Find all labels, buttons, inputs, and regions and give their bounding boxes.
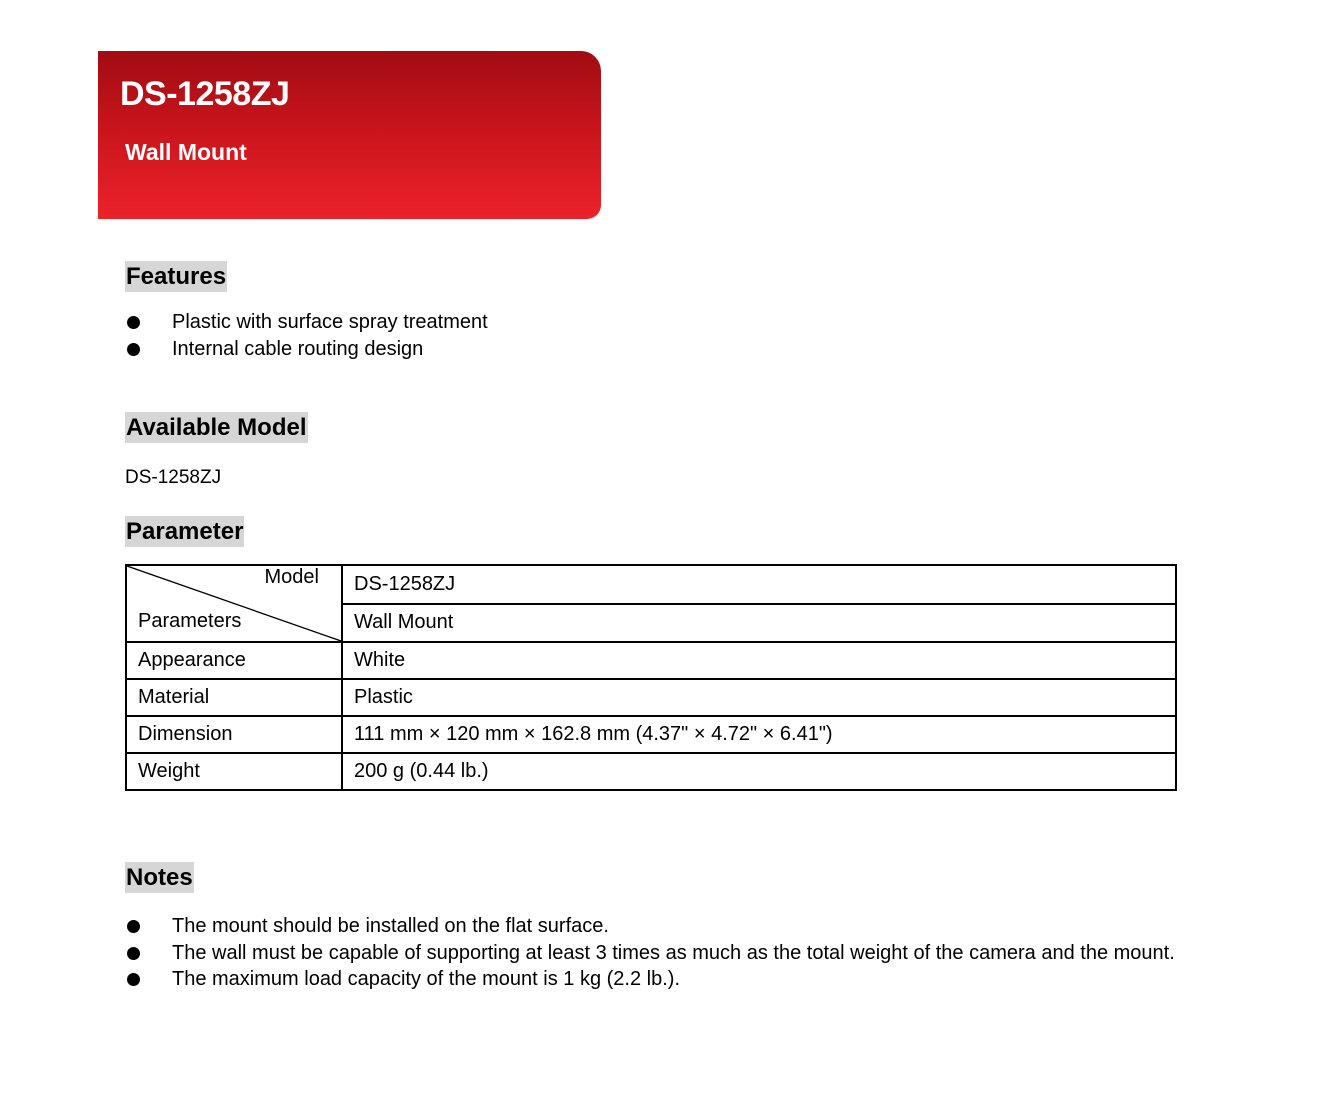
bullet-icon <box>127 343 140 356</box>
table-row <box>126 679 1176 716</box>
param-label-cell: Appearance <box>126 642 342 679</box>
features-list <box>125 309 488 362</box>
list-item <box>125 940 1175 967</box>
notes-list <box>125 913 1175 993</box>
available-model-value: DS-1258ZJ <box>125 467 222 488</box>
table-row <box>126 565 1176 604</box>
bullet-icon <box>127 316 140 329</box>
bullet-icon <box>127 920 140 933</box>
header-banner <box>98 51 601 219</box>
list-item <box>125 309 488 336</box>
header-parameters-label: Parameters <box>138 610 242 632</box>
parameter-table <box>125 564 1177 791</box>
header-model-label: Model <box>264 566 319 588</box>
table-row <box>126 753 1176 790</box>
diagonal-header-cell <box>126 565 342 642</box>
param-label-cell: Material <box>126 679 342 716</box>
param-value-cell: Plastic <box>342 679 1176 716</box>
available-model-heading: Available Model <box>126 414 307 441</box>
note-text: The wall must be capable of supporting at least 3 times as much as the total weight of the camera and the mount. <box>172 941 1175 964</box>
note-text: The mount should be installed on the flat surface. <box>172 915 609 937</box>
bullet-icon <box>127 947 140 960</box>
parameter-heading: Parameter <box>126 518 244 545</box>
table-row <box>126 642 1176 679</box>
feature-text: Internal cable routing design <box>172 337 424 360</box>
features-heading: Features <box>126 263 227 290</box>
type-value-cell: Wall Mount <box>342 604 1176 643</box>
note-text: The maximum load capacity of the mount is 1 kg (2.2 lb.). <box>172 968 680 990</box>
param-label-cell: Weight <box>126 753 342 790</box>
notes-heading: Notes <box>126 864 193 891</box>
model-value-cell: DS-1258ZJ <box>342 565 1176 604</box>
param-value-cell: 111 mm × 120 mm × 162.8 mm (4.37" × 4.72" × 6.41") <box>342 716 1176 753</box>
param-value-cell: White <box>342 642 1176 679</box>
table-row <box>126 716 1176 753</box>
list-item <box>125 966 1175 993</box>
product-title: DS-1258ZJ <box>120 75 290 113</box>
param-label-cell: Dimension <box>126 716 342 753</box>
list-item <box>125 336 488 363</box>
param-value-cell: 200 g (0.44 lb.) <box>342 753 1176 790</box>
feature-text: Plastic with surface spray treatment <box>172 311 488 333</box>
bullet-icon <box>127 973 140 986</box>
list-item <box>125 913 1175 940</box>
product-subtitle: Wall Mount <box>125 139 247 165</box>
